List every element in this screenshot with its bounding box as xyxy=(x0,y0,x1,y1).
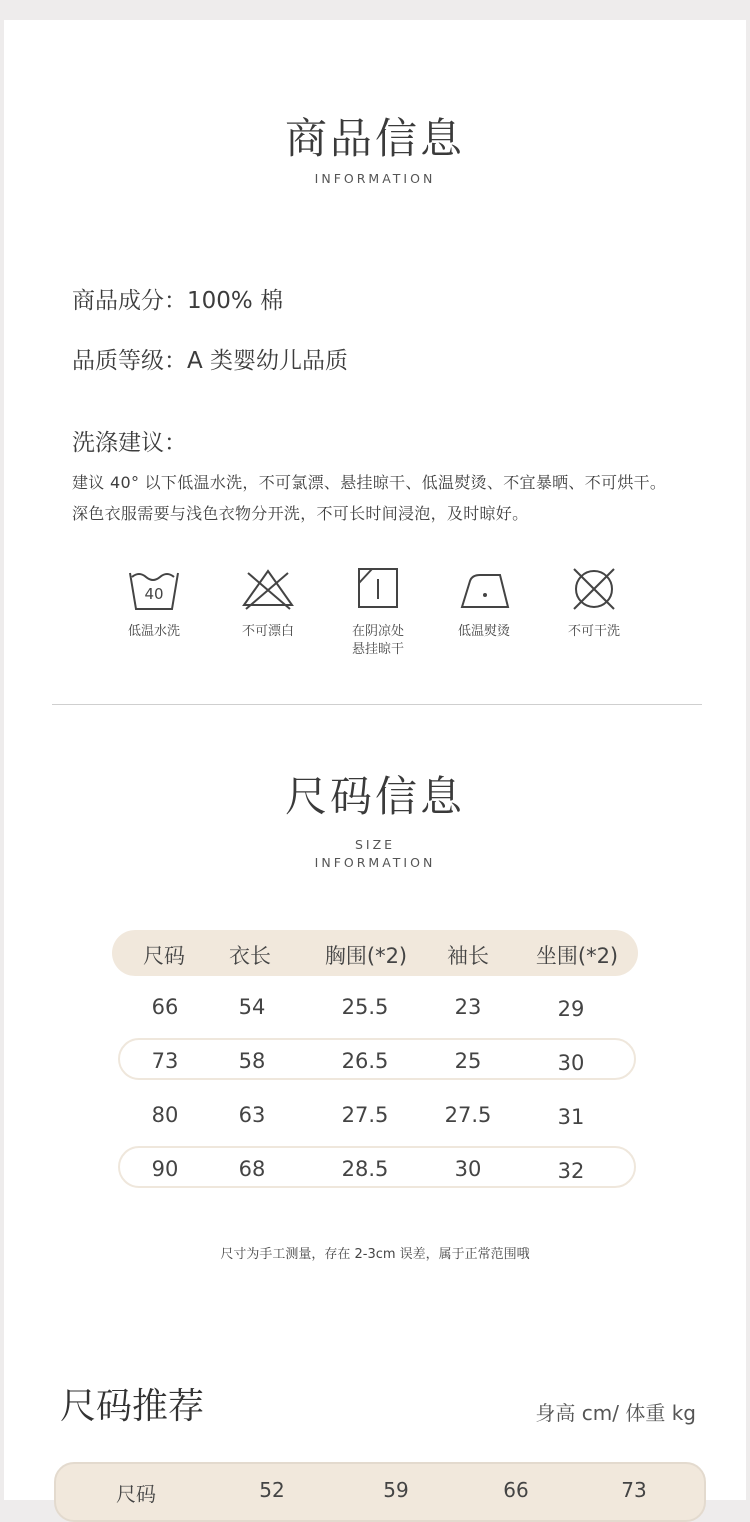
size-cell: 90 xyxy=(151,1157,179,1181)
size-cell: 27.5 xyxy=(341,1103,389,1127)
section-divider xyxy=(52,704,702,705)
recommend-header-cell: 59 xyxy=(383,1478,409,1502)
care-label-low-temp-wash: 低温水洗 xyxy=(127,624,180,639)
product-info-subtitle: INFORMATION xyxy=(314,171,436,186)
size-cell: 80 xyxy=(151,1103,179,1127)
care-item-shade-dry xyxy=(318,565,438,659)
size-cell: 63 xyxy=(238,1103,266,1127)
size-cell: 27.5 xyxy=(444,1103,492,1127)
size-cell: 25.5 xyxy=(341,995,389,1019)
size-cell: 66 xyxy=(151,995,179,1019)
size-cell: 28.5 xyxy=(341,1157,389,1181)
size-cell: 32 xyxy=(557,1159,585,1183)
care-label-shade-dry-line-2: 悬挂晾干 xyxy=(351,642,404,657)
recommend-header-cell: 66 xyxy=(503,1478,529,1502)
size-cell: 26.5 xyxy=(341,1049,389,1073)
size-cell: 25 xyxy=(454,1049,482,1073)
size-cell: 58 xyxy=(238,1049,266,1073)
care-item-low-temp-wash xyxy=(94,565,214,641)
wash-40-icon xyxy=(126,565,182,613)
size-info-title: 尺码信息 xyxy=(284,772,465,821)
recommend-header-cell: 52 xyxy=(259,1478,285,1502)
size-recommend-title: 尺码推荐 xyxy=(60,1386,205,1427)
size-table-header-length: 衣长 xyxy=(229,944,271,968)
recommend-header-cell: 尺码 xyxy=(116,1482,156,1506)
measurement-note: 尺寸为手工测量，存在 2-3cm 误差，属于正常范围哦 xyxy=(220,1247,530,1262)
care-item-no-dry-clean xyxy=(534,565,654,641)
size-cell: 30 xyxy=(557,1051,585,1075)
product-info-title: 商品信息 xyxy=(284,114,465,163)
size-table-header-hip: 坐围(*2) xyxy=(535,944,619,968)
shade-dry-icon xyxy=(350,565,406,613)
care-label-no-dry-clean: 不可干洗 xyxy=(567,624,620,639)
washing-title: 洗涤建议： xyxy=(72,430,187,456)
care-label-shade-dry xyxy=(318,623,438,659)
low-iron-icon xyxy=(456,565,512,613)
no-dry-clean-icon xyxy=(566,565,622,613)
no-bleach-icon xyxy=(240,565,296,613)
size-recommend-unit: 身高 cm/ 体重 kg xyxy=(535,1401,696,1425)
size-cell: 29 xyxy=(557,997,585,1021)
size-info-subtitle-line-1: SIZE xyxy=(354,837,396,852)
size-table-header-size: 尺码 xyxy=(143,944,185,968)
composition-text: 商品成分：100% 棉 xyxy=(72,288,284,314)
size-cell: 30 xyxy=(454,1157,482,1181)
care-item-no-bleach xyxy=(208,565,328,641)
washing-advice-line-1: 建议 40° 以下低温水洗，不可氯漂、悬挂晾干、低温熨烫、不宜暴晒、不可烘干。 xyxy=(72,473,667,492)
care-label-low-iron: 低温熨烫 xyxy=(457,624,510,639)
size-table-header-sleeve: 袖长 xyxy=(447,944,489,968)
recommend-header-cell: 73 xyxy=(621,1478,647,1502)
care-label-shade-dry-line-1: 在阴凉处 xyxy=(351,624,404,639)
size-info-subtitle-line-2: INFORMATION xyxy=(314,855,436,870)
size-cell: 68 xyxy=(238,1157,266,1181)
size-cell: 31 xyxy=(557,1105,585,1129)
washing-advice-line-2: 深色衣服需要与浅色衣物分开洗，不可长时间浸泡，及时晾好。 xyxy=(72,504,529,523)
size-cell: 23 xyxy=(454,995,482,1019)
care-item-low-iron xyxy=(424,565,544,641)
quality-grade-text: 品质等级：A 类婴幼儿品质 xyxy=(72,348,349,374)
care-label-no-bleach: 不可漂白 xyxy=(241,624,294,639)
page xyxy=(4,20,746,1506)
size-cell: 73 xyxy=(151,1049,179,1073)
size-cell: 54 xyxy=(238,995,266,1019)
wash-temp-label: 40 xyxy=(144,585,164,603)
size-table-header-chest: 胸围(*2) xyxy=(324,944,408,968)
